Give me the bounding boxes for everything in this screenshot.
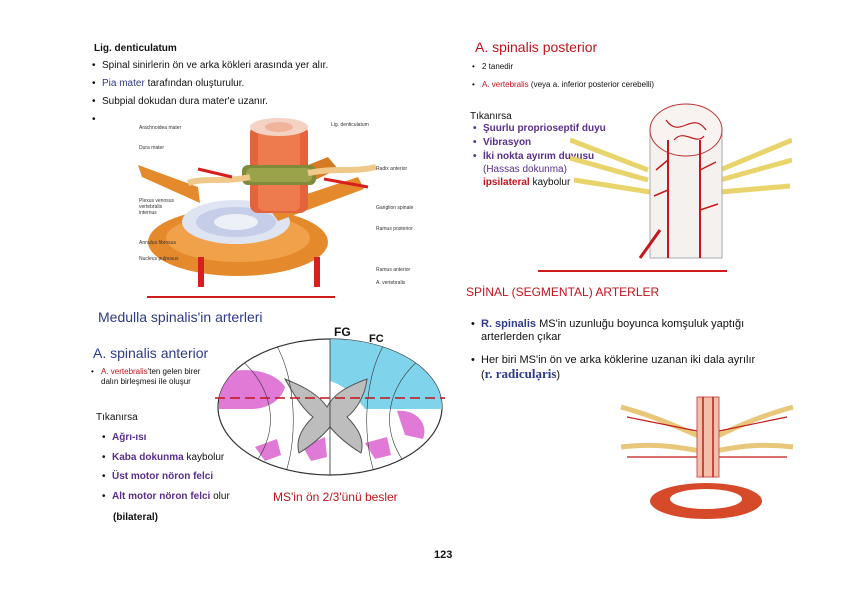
anterior-title: A. spinalis anterior: [93, 345, 209, 361]
figure1-label-0: Arachnoidea mater: [139, 125, 182, 131]
posterior-vertebralis-term: A. vertebralis: [482, 80, 529, 89]
figure1-label-5: Lig. denticulatum: [331, 122, 369, 128]
figure1-label-7: Ganglion spinale: [376, 205, 414, 211]
posterior-bullet-2: [482, 80, 654, 90]
bullet-pia-mater: [102, 78, 244, 90]
segmental-bullet-2: [481, 354, 766, 382]
cord-cross-section: [215, 335, 445, 480]
anterior-feeds-text: MS'in ön 2/3'ünü besler: [273, 490, 398, 504]
anterior-bullet-1: [101, 367, 251, 377]
cord-cross-section-diagram: [215, 335, 445, 480]
lig-denticulatum-heading: Lig. denticulatum: [94, 43, 177, 54]
anterior-item-2-term: Üst motor nöron felci: [112, 471, 214, 482]
posterior-item-2: • İki nokta ayırım duyusu: [483, 151, 594, 163]
anterior-item-3-rest: olur: [210, 491, 230, 502]
r-spinalis-term: R. spinalis: [481, 318, 537, 330]
posterior-spinal-artery-figure: [570, 100, 792, 262]
figure1-label-3: Annulus fibrosus: [139, 240, 176, 246]
anterior-item-0-term: Ağrı-ısı: [112, 432, 147, 443]
figure1-label-2: Plexus venosus vertebralis internus: [139, 198, 175, 216]
segmental-arteries-illustration: [617, 387, 797, 525]
page-number: 123: [434, 549, 453, 561]
radicularis-post: ): [556, 369, 561, 381]
bullet-subpial: • Subpial dokudan dura mater'e uzanır.: [102, 96, 268, 108]
anterior-item-1-rest: kaybolur: [183, 452, 225, 463]
bullet-spinal-line: • Spinal sinirlerin ön ve arka kökleri arasında yer alır.: [102, 60, 328, 72]
posterior-item-1: • Vibrasyon: [483, 137, 531, 149]
anterior-item-1-term: Kaba dokunma: [112, 452, 184, 463]
posterior-ipsilateral: [483, 177, 570, 189]
anterior-item-2: [112, 471, 213, 483]
anterior-bullet-1-line2: dalın birleşmesi ile oluşur: [101, 377, 191, 386]
segmental-title-rule: [538, 270, 727, 272]
posterior-title: A. spinalis posterior: [475, 39, 598, 55]
posterior-item-0: • Şuurlu proprioseptif duyu: [483, 123, 606, 135]
r-spinalis-rest: MS'in uzunluğu boyunca komşuluk yaptığı arterlerden çıkar: [481, 318, 745, 343]
radicularis-pre: Her biri MS'in ön ve arka köklerine uzanan iki dala ayrılır (: [481, 354, 756, 381]
posterior-tikanirsa: Tıkanırsa: [470, 111, 512, 122]
pia-mater-rest: tarafından oluşturulur.: [144, 78, 245, 89]
label-fg: FG: [334, 325, 351, 339]
medulla-title-rule: [147, 296, 335, 298]
figure1-label-9: Ramus anterior: [376, 267, 411, 273]
pia-mater-term: Pia mater: [102, 78, 145, 89]
figure1-label-10: A. vertebralis: [376, 280, 406, 286]
posterior-note: (Hassas dokunma): [483, 164, 567, 175]
ipsilateral-term: ipsilateral: [483, 177, 530, 188]
ipsilateral-rest: kaybolur: [529, 177, 571, 188]
anterior-vertebralis-term: A. vertebralis: [101, 367, 148, 376]
radicularis-term: r. radiculạris: [484, 366, 557, 381]
figure1-label-6: Radix anterior: [376, 166, 408, 172]
segmental-title: SPİNAL (SEGMENTAL) ARTERLER: [466, 285, 660, 299]
figure1-label-1: Dura mater: [139, 145, 165, 151]
posterior-bullet-1: • 2 tanedir: [482, 62, 513, 72]
anterior-item-0: [112, 432, 146, 444]
posterior-artery-illustration: [570, 100, 792, 262]
anterior-item-3-term: Alt motor nöron felci: [112, 491, 211, 502]
label-fc: FC: [369, 333, 384, 345]
anterior-bilateral: (bilateral): [113, 512, 159, 523]
anterior-item-1: [112, 452, 224, 464]
segmental-bullet-1: [481, 318, 771, 344]
figure1-label-8: Ramus posterior: [376, 226, 413, 232]
segmental-arteries-figure: [617, 387, 797, 525]
anterior-tikanirsa: Tıkanırsa: [96, 412, 138, 423]
medulla-title: Medulla spinalis'in arterleri: [98, 309, 263, 325]
posterior-vertebralis-rest: (veya a. inferior posterior cerebelli): [528, 80, 655, 89]
figure1-label-4: Nucleus pulposus: [139, 256, 179, 262]
anterior-vertebralis-rest: 'ten gelen birer: [147, 367, 201, 376]
anterior-item-3: [112, 491, 230, 503]
